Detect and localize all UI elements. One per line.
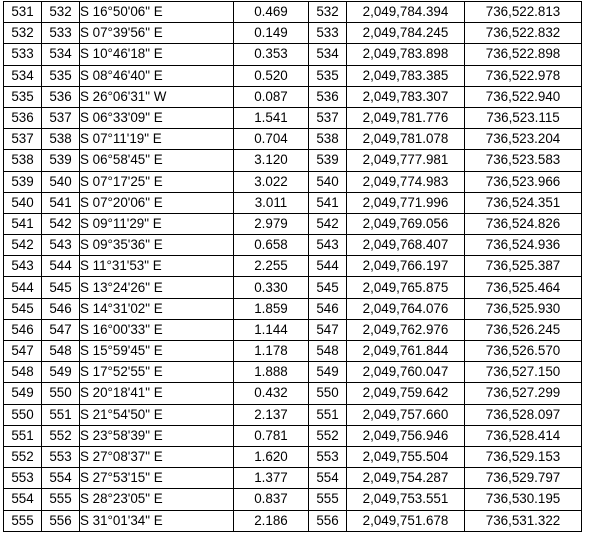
bearing-cell: S 13°24'26" E (80, 277, 234, 298)
from-station-cell: 555 (4, 510, 42, 531)
point-cell: 554 (309, 468, 347, 489)
northing-cell: 2,049,783.307 (347, 86, 465, 107)
distance-cell: 1.178 (234, 341, 309, 362)
point-cell: 543 (309, 235, 347, 256)
northing-cell: 2,049,784.394 (347, 2, 465, 23)
distance-cell: 3.022 (234, 171, 309, 192)
easting-cell: 736,527.299 (465, 383, 582, 404)
to-station-cell: 532 (42, 2, 80, 23)
northing-cell: 2,049,764.076 (347, 298, 465, 319)
point-cell: 544 (309, 256, 347, 277)
bearing-cell: S 15°59'45" E (80, 341, 234, 362)
bearing-cell: S 28°23'05" E (80, 489, 234, 510)
northing-cell: 2,049,774.983 (347, 171, 465, 192)
distance-cell: 0.087 (234, 86, 309, 107)
point-cell: 549 (309, 362, 347, 383)
point-cell: 533 (309, 23, 347, 44)
table-row (4, 489, 582, 510)
distance-cell: 0.658 (234, 235, 309, 256)
point-cell: 537 (309, 107, 347, 128)
to-station-cell: 542 (42, 213, 80, 234)
table-row (4, 446, 582, 467)
bearing-cell: S 06°58'45" E (80, 150, 234, 171)
distance-cell: 1.888 (234, 362, 309, 383)
point-cell: 556 (309, 510, 347, 531)
from-station-cell: 544 (4, 277, 42, 298)
point-cell: 547 (309, 319, 347, 340)
from-station-cell: 533 (4, 44, 42, 65)
to-station-cell: 552 (42, 425, 80, 446)
to-station-cell: 541 (42, 192, 80, 213)
to-station-cell: 540 (42, 171, 80, 192)
to-station-cell: 554 (42, 468, 80, 489)
table-row (4, 256, 582, 277)
point-cell: 536 (309, 86, 347, 107)
easting-cell: 736,527.150 (465, 362, 582, 383)
bearing-cell: S 10°46'18" E (80, 44, 234, 65)
northing-cell: 2,049,761.844 (347, 341, 465, 362)
table-row (4, 383, 582, 404)
distance-cell: 3.011 (234, 192, 309, 213)
easting-cell: 736,529.153 (465, 446, 582, 467)
northing-cell: 2,049,756.946 (347, 425, 465, 446)
table-row (4, 362, 582, 383)
distance-cell: 0.781 (234, 425, 309, 446)
from-station-cell: 539 (4, 171, 42, 192)
table-row (4, 298, 582, 319)
point-cell: 539 (309, 150, 347, 171)
to-station-cell: 553 (42, 446, 80, 467)
distance-cell: 0.432 (234, 383, 309, 404)
to-station-cell: 551 (42, 404, 80, 425)
table-row (4, 319, 582, 340)
bearing-cell: S 17°52'55" E (80, 362, 234, 383)
bearing-cell: S 07°20'06" E (80, 192, 234, 213)
easting-cell: 736,526.245 (465, 319, 582, 340)
point-cell: 532 (309, 2, 347, 23)
to-station-cell: 534 (42, 44, 80, 65)
from-station-cell: 543 (4, 256, 42, 277)
easting-cell: 736,522.940 (465, 86, 582, 107)
northing-cell: 2,049,751.678 (347, 510, 465, 531)
point-cell: 551 (309, 404, 347, 425)
northing-cell: 2,049,760.047 (347, 362, 465, 383)
distance-cell: 1.541 (234, 107, 309, 128)
easting-cell: 736,522.813 (465, 2, 582, 23)
from-station-cell: 548 (4, 362, 42, 383)
northing-cell: 2,049,768.407 (347, 235, 465, 256)
point-cell: 546 (309, 298, 347, 319)
from-station-cell: 547 (4, 341, 42, 362)
easting-cell: 736,531.322 (465, 510, 582, 531)
to-station-cell: 549 (42, 362, 80, 383)
distance-cell: 1.859 (234, 298, 309, 319)
table-row (4, 2, 582, 23)
northing-cell: 2,049,765.875 (347, 277, 465, 298)
northing-cell: 2,049,762.976 (347, 319, 465, 340)
from-station-cell: 541 (4, 213, 42, 234)
point-cell: 553 (309, 446, 347, 467)
table-row (4, 213, 582, 234)
distance-cell: 1.144 (234, 319, 309, 340)
from-station-cell: 554 (4, 489, 42, 510)
bearing-cell: S 26°06'31" W (80, 86, 234, 107)
bearing-cell: S 11°31'53" E (80, 256, 234, 277)
from-station-cell: 538 (4, 150, 42, 171)
distance-cell: 0.469 (234, 2, 309, 23)
point-cell: 542 (309, 213, 347, 234)
from-station-cell: 550 (4, 404, 42, 425)
bearing-cell: S 14°31'02" E (80, 298, 234, 319)
bearing-cell: S 07°17'25" E (80, 171, 234, 192)
table-row (4, 192, 582, 213)
bearing-cell: S 16°00'33" E (80, 319, 234, 340)
bearing-cell: S 27°53'15" E (80, 468, 234, 489)
distance-cell: 2.186 (234, 510, 309, 531)
bearing-cell: S 07°39'56" E (80, 23, 234, 44)
to-station-cell: 550 (42, 383, 80, 404)
to-station-cell: 539 (42, 150, 80, 171)
point-cell: 535 (309, 65, 347, 86)
from-station-cell: 553 (4, 468, 42, 489)
point-cell: 541 (309, 192, 347, 213)
from-station-cell: 546 (4, 319, 42, 340)
northing-cell: 2,049,777.981 (347, 150, 465, 171)
easting-cell: 736,524.351 (465, 192, 582, 213)
table-row (4, 150, 582, 171)
point-cell: 538 (309, 129, 347, 150)
bearing-cell: S 20°18'41" E (80, 383, 234, 404)
northing-cell: 2,049,766.197 (347, 256, 465, 277)
northing-cell: 2,049,755.504 (347, 446, 465, 467)
point-cell: 540 (309, 171, 347, 192)
northing-cell: 2,049,784.245 (347, 23, 465, 44)
bearing-cell: S 16°50'06" E (80, 2, 234, 23)
northing-cell: 2,049,754.287 (347, 468, 465, 489)
easting-cell: 736,523.204 (465, 129, 582, 150)
table-row (4, 404, 582, 425)
survey-table (3, 1, 582, 532)
from-station-cell: 532 (4, 23, 42, 44)
to-station-cell: 546 (42, 298, 80, 319)
easting-cell: 736,525.930 (465, 298, 582, 319)
bearing-cell: S 23°58'39" E (80, 425, 234, 446)
from-station-cell: 542 (4, 235, 42, 256)
easting-cell: 736,523.966 (465, 171, 582, 192)
point-cell: 552 (309, 425, 347, 446)
easting-cell: 736,522.898 (465, 44, 582, 65)
distance-cell: 2.137 (234, 404, 309, 425)
easting-cell: 736,526.570 (465, 341, 582, 362)
easting-cell: 736,525.387 (465, 256, 582, 277)
table-row (4, 510, 582, 531)
northing-cell: 2,049,783.385 (347, 65, 465, 86)
northing-cell: 2,049,781.078 (347, 129, 465, 150)
from-station-cell: 535 (4, 86, 42, 107)
easting-cell: 736,522.978 (465, 65, 582, 86)
bearing-cell: S 06°33'09" E (80, 107, 234, 128)
from-station-cell: 552 (4, 446, 42, 467)
easting-cell: 736,530.195 (465, 489, 582, 510)
northing-cell: 2,049,769.056 (347, 213, 465, 234)
distance-cell: 0.837 (234, 489, 309, 510)
to-station-cell: 548 (42, 341, 80, 362)
to-station-cell: 544 (42, 256, 80, 277)
table-row (4, 86, 582, 107)
table-row (4, 341, 582, 362)
distance-cell: 0.353 (234, 44, 309, 65)
easting-cell: 736,524.826 (465, 213, 582, 234)
easting-cell: 736,529.797 (465, 468, 582, 489)
survey-table-body (4, 2, 582, 532)
to-station-cell: 535 (42, 65, 80, 86)
table-row (4, 425, 582, 446)
from-station-cell: 536 (4, 107, 42, 128)
from-station-cell: 551 (4, 425, 42, 446)
easting-cell: 736,528.097 (465, 404, 582, 425)
table-row (4, 277, 582, 298)
northing-cell: 2,049,753.551 (347, 489, 465, 510)
distance-cell: 0.149 (234, 23, 309, 44)
distance-cell: 0.520 (234, 65, 309, 86)
bearing-cell: S 08°46'40" E (80, 65, 234, 86)
to-station-cell: 543 (42, 235, 80, 256)
bearing-cell: S 09°35'36" E (80, 235, 234, 256)
northing-cell: 2,049,759.642 (347, 383, 465, 404)
from-station-cell: 531 (4, 2, 42, 23)
to-station-cell: 533 (42, 23, 80, 44)
point-cell: 550 (309, 383, 347, 404)
table-row (4, 468, 582, 489)
distance-cell: 2.979 (234, 213, 309, 234)
northing-cell: 2,049,783.898 (347, 44, 465, 65)
distance-cell: 0.704 (234, 129, 309, 150)
from-station-cell: 534 (4, 65, 42, 86)
to-station-cell: 547 (42, 319, 80, 340)
bearing-cell: S 07°11'19" E (80, 129, 234, 150)
point-cell: 548 (309, 341, 347, 362)
distance-cell: 2.255 (234, 256, 309, 277)
bearing-cell: S 21°54'50" E (80, 404, 234, 425)
northing-cell: 2,049,757.660 (347, 404, 465, 425)
distance-cell: 3.120 (234, 150, 309, 171)
easting-cell: 736,525.464 (465, 277, 582, 298)
table-row (4, 44, 582, 65)
to-station-cell: 538 (42, 129, 80, 150)
to-station-cell: 537 (42, 107, 80, 128)
bearing-cell: S 09°11'29" E (80, 213, 234, 234)
northing-cell: 2,049,781.776 (347, 107, 465, 128)
to-station-cell: 536 (42, 86, 80, 107)
table-row (4, 107, 582, 128)
point-cell: 534 (309, 44, 347, 65)
from-station-cell: 540 (4, 192, 42, 213)
easting-cell: 736,523.115 (465, 107, 582, 128)
easting-cell: 736,524.936 (465, 235, 582, 256)
table-row (4, 171, 582, 192)
point-cell: 545 (309, 277, 347, 298)
from-station-cell: 545 (4, 298, 42, 319)
point-cell: 555 (309, 489, 347, 510)
from-station-cell: 537 (4, 129, 42, 150)
table-row (4, 235, 582, 256)
table-row (4, 129, 582, 150)
easting-cell: 736,522.832 (465, 23, 582, 44)
table-row (4, 23, 582, 44)
northing-cell: 2,049,771.996 (347, 192, 465, 213)
bearing-cell: S 31°01'34" E (80, 510, 234, 531)
easting-cell: 736,528.414 (465, 425, 582, 446)
to-station-cell: 555 (42, 489, 80, 510)
table-row (4, 65, 582, 86)
to-station-cell: 545 (42, 277, 80, 298)
easting-cell: 736,523.583 (465, 150, 582, 171)
from-station-cell: 549 (4, 383, 42, 404)
distance-cell: 1.620 (234, 446, 309, 467)
distance-cell: 0.330 (234, 277, 309, 298)
distance-cell: 1.377 (234, 468, 309, 489)
to-station-cell: 556 (42, 510, 80, 531)
bearing-cell: S 27°08'37" E (80, 446, 234, 467)
